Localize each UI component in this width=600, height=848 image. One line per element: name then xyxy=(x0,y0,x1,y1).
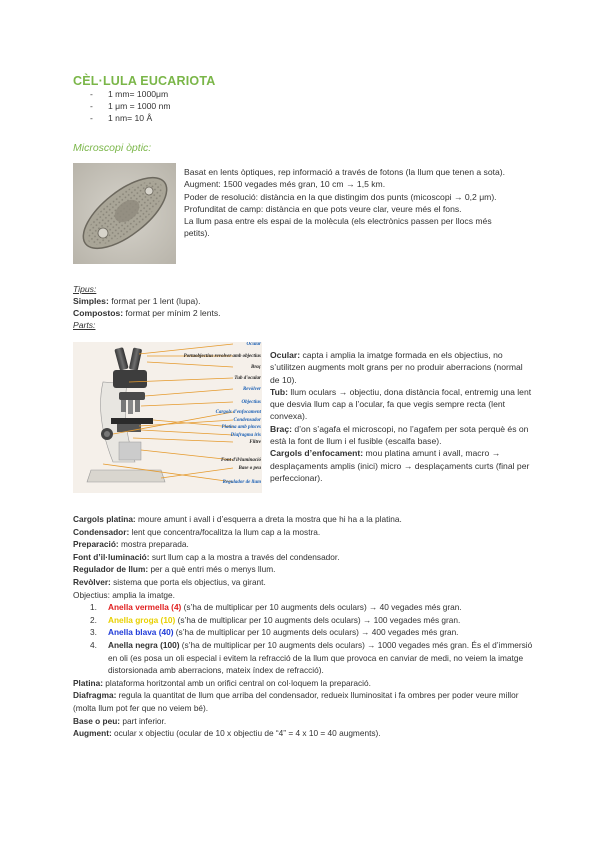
intro-line: Poder de resolució: distància en la que distingim dos punts (micoscopi → 0,2 μm). xyxy=(184,191,497,202)
part-tub: Tub: llum oculars → objectiu, dona distància focal, entremig una lent que desvia llum cap a l’ocular, fa que vegis sempre recta (lent convexa). xyxy=(270,386,532,422)
part-item: Revòlver: sistema que porta els objectius, va girant. xyxy=(73,576,266,587)
label-portaobjectius: Portaobjectius revolver amb objectius xyxy=(183,354,261,359)
unit-item: - 1 nm= 10 Å xyxy=(90,113,153,123)
microscope-diagram xyxy=(73,342,262,493)
label-brac: Braç xyxy=(251,365,261,370)
part-item: Condensador: lent que concentra/focalitza la llum cap a la mostra. xyxy=(73,526,321,537)
intro-line: Basat en lents òptiques, rep informació a través de fotons (la llum que tenen a sota). xyxy=(184,167,506,177)
parts-heading: Parts: xyxy=(73,320,96,330)
intro-text xyxy=(184,166,514,240)
intro-line: Profunditat de camp: distància en que pots veure clar, veure més el fons. xyxy=(184,203,462,214)
paramecium-micrograph xyxy=(73,163,176,264)
label-condensador: Condensador xyxy=(233,418,261,423)
intro-line: La llum pasa entre els espai de la molècula (els electrònics passen per llocs més petits). xyxy=(184,216,492,239)
tipus-simples: Simples: format per 1 lent (lupa). xyxy=(73,296,201,306)
page-title: CÈL·LULA EUCARIOTA xyxy=(73,74,216,88)
unit-item: - 1 μm = 1000 nm xyxy=(90,101,171,111)
intro-line: Augment: 1500 vegades més gran, 10 cm → 1,5 km. xyxy=(184,179,386,190)
label-cargols: Cargols d'enfocament xyxy=(215,410,261,415)
label-diafragma: Diafragma iris xyxy=(230,433,261,438)
units-list xyxy=(90,88,171,124)
part-brac: Braç: d’on s’agafa el microscopi, no l’agafem per sota perquè és on està la font de llum i el fusible (escalfa base). xyxy=(270,423,529,447)
parts-description xyxy=(270,349,532,484)
part-ocular: Ocular: capta i amplia la imatge formada en els objectius, no s’utilitzen augments molt grans per no produir aberracions (normal de 10). xyxy=(270,350,523,385)
list-item: 3. Anella blava (40) (s’ha de multiplicar per 10 augments dels oculars) → 400 vegades més gran. xyxy=(90,627,459,638)
label-base: Base o peu xyxy=(238,466,261,471)
part-cargols: Cargols d’enfocament: mou platina amunt i avall, macro → desplaçaments amplis (inici) micro → desplaçaments curts (final per perfeccionar). xyxy=(270,448,530,483)
tipus-heading: Tipus: xyxy=(73,284,97,294)
label-filtre: Filtre xyxy=(249,440,261,445)
label-objectius: Objectius xyxy=(241,400,261,405)
label-tub: Tub d'ocular xyxy=(234,376,261,381)
label-regulador: Regulador de llum xyxy=(222,480,261,485)
list-item: 2. Anella groga (10) (s’ha de multiplicar per 10 augments dels oculars) → 100 vegades més gran. xyxy=(90,614,461,625)
part-item: Platina: plataforma horitzontal amb un orifici central on col·loquem la preparació. xyxy=(73,677,371,688)
part-item: Base o peu: part inferior. xyxy=(73,715,167,726)
unit-item: - 1 mm= 1000μm xyxy=(90,89,169,99)
tipus-compostos: Compostos: format per mínim 2 lents. xyxy=(73,308,221,318)
list-item: 1. Anella vermella (4) (s’ha de multiplicar per 10 augments dels oculars) → 40 vegades més gran. xyxy=(90,602,462,613)
part-item: Font d’il·luminació: surt llum cap a la mostra a través del condensador. xyxy=(73,551,340,562)
body-text xyxy=(73,513,533,740)
part-item: Augment: ocular x objectiu (ocular de 10 x objectiu de “4” = 4 x 10 = 40 augments). xyxy=(73,728,381,739)
objectius-intro: Objectius: amplia la imatge. xyxy=(73,589,175,600)
part-item: Regulador de llum: per a què entri més o menys llum. xyxy=(73,564,276,575)
label-ocular: Ocular xyxy=(246,342,261,347)
part-item: Diafragma: regula la quantitat de llum que arriba del condensador, redueix lluminositat i fa ombres per poder veure millor (molta llum pot fer que no veiem bé). xyxy=(73,690,519,713)
part-item: Cargols platina: moure amunt i avall i d’esquerra a dreta la mostra que hi ha a la platina. xyxy=(73,514,402,524)
label-revolver: Revòlver xyxy=(242,387,261,392)
label-platina: Platina amb pinces xyxy=(221,425,261,430)
label-font: Font d'il·luminació xyxy=(220,458,261,463)
section-heading: Microscopi òptic: xyxy=(73,142,152,154)
list-item: 4. Anella negra (100) (s’ha de multiplicar per 10 augments dels oculars) → 1000 vegades més gran. És el d’immersió en oli (es posa un oli especial i evitem la refracció de la llum que provoca en canviar de medi, no veiem la imatge distorsionada amb aberracions, mateix índex de refracció). xyxy=(90,639,533,676)
objectius-list xyxy=(73,601,533,677)
part-item: Preparació: mostra preparada. xyxy=(73,539,189,550)
